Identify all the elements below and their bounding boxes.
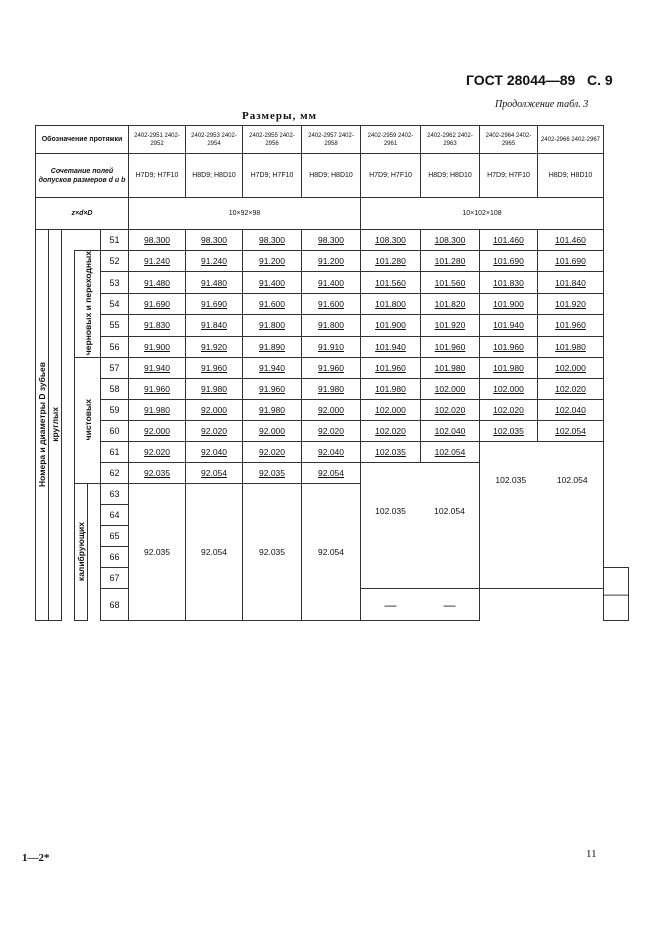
value-cell: 101.460 [538,230,604,251]
value-cell: 91.800 [243,315,302,336]
value-cell: 91.480 [186,272,243,293]
value-cell: 101.980 [480,358,538,379]
tooth-number: 68 [101,589,129,621]
designation-label: Обозначение протяжки [36,126,129,154]
value-cell: 101.980 [361,379,421,400]
value-cell: 98.300 [186,230,243,251]
value-cell: 91.480 [129,272,186,293]
value-cell: 91.960 [129,379,186,400]
tooth-number: 65 [101,526,129,547]
value-cell: 101.560 [421,272,480,293]
tooth-number: 59 [101,400,129,421]
designation-cell: 2402-2962 2402-2963 [421,126,480,154]
value-cell: 101.840 [538,272,604,293]
dims-a: 10×92×98 [129,198,361,230]
value-cell: 92.035 [129,463,186,484]
value-cell: 92.020 [129,442,186,463]
tooth-number: 63 [101,484,129,505]
standard-header [466,72,613,88]
value-cell: 91.200 [302,251,361,272]
value-cell: 102.000 [480,379,538,400]
side-label-round: круглых [49,230,62,621]
value-cell: 92.020 [243,442,302,463]
designation-cell: 2402-2957 2402-2958 [302,126,361,154]
value-cell: 91.960 [243,379,302,400]
footer-page-number: 11 [586,848,597,860]
value-cell: 91.940 [129,358,186,379]
value-cell: 102.020 [421,400,480,421]
value-cell: 102.054 [421,442,480,463]
value-cell: 92.054 [186,463,243,484]
value-cell: 91.840 [186,315,243,336]
value-cell: 101.280 [361,251,421,272]
tooth-number: 60 [101,421,129,442]
value-cell: 102.054 [434,505,465,516]
side-label-main: Номера и диаметры D зубьев [36,230,49,621]
table-row [36,400,629,421]
fit-label: Сочетание полей допусков размеров d и b [36,154,129,198]
value-cell: 102.035 [495,475,527,486]
value-cell: 91.980 [302,379,361,400]
value-cell: 102.020 [538,379,604,400]
value-cell: 101.960 [538,315,604,336]
table-row [36,293,629,314]
table-row [36,315,629,336]
value-cell: 101.980 [538,336,604,357]
tooth-number: 55 [101,315,129,336]
value-cell: 91.400 [243,272,302,293]
fit-cell: H7D9; H7F10 [361,154,421,198]
value-cell: 91.240 [186,251,243,272]
value-cell: 91.920 [186,336,243,357]
value-cell: 102.035 [480,421,538,442]
fit-cell: H8D9; H8D10 [302,154,361,198]
tooth-number: 66 [101,547,129,568]
value-cell: 102.000 [421,379,480,400]
group-rough: черновых и переходных [75,251,101,358]
value-cell: 91.400 [302,272,361,293]
tooth-number: 54 [101,293,129,314]
value-cell: 98.300 [243,230,302,251]
table-row [36,251,629,272]
value-cell: 101.920 [538,293,604,314]
value-cell: 91.940 [243,358,302,379]
value-cell: 101.830 [480,272,538,293]
fit-cell: H7D9; H7F10 [243,154,302,198]
table-row [36,442,629,463]
value-cell: 102.000 [538,358,604,379]
value-cell: 101.900 [361,315,421,336]
value-cell: 91.980 [243,400,302,421]
value-cell: 91.960 [186,358,243,379]
value-cell: 92.054 [302,463,361,484]
value-cell: 102.035 [375,505,406,516]
value-cell: 92.000 [129,421,186,442]
fit-row [36,154,629,198]
dims-label: z×d×D [36,198,129,230]
designation-row [36,126,629,154]
value-cell: 91.200 [243,251,302,272]
tooth-number: 58 [101,379,129,400]
value-cell: 92.020 [302,421,361,442]
value-cell: 91.600 [243,293,302,314]
designation-cell: 2402-2953 2402-2954 [186,126,243,154]
designation-cell: 2402-2959 2402-2961 [361,126,421,154]
fit-cell: H7D9; H7F10 [129,154,186,198]
designation-cell: 2402-2955 2402-2956 [243,126,302,154]
value-cell: 98.300 [129,230,186,251]
tooth-number: 64 [101,505,129,526]
tooth-number: 61 [101,442,129,463]
table-row [36,230,629,251]
value-cell: 101.900 [480,293,538,314]
value-cell: 91.980 [186,379,243,400]
group-calib: калибрующих [75,484,88,621]
value-cell: 92.020 [186,421,243,442]
value-cell: 101.940 [361,336,421,357]
value-cell: 91.800 [302,315,361,336]
fit-cell: H8D9; H8D10 [538,154,604,198]
value-cell: 101.690 [480,251,538,272]
broach-table [35,125,629,621]
value-cell: 108.300 [361,230,421,251]
table-row [36,421,629,442]
tooth-number: 67 [101,568,129,589]
value-cell: 102.040 [421,421,480,442]
value-cell: 101.960 [480,336,538,357]
tooth-number: 51 [101,230,129,251]
value-cell: 101.980 [421,358,480,379]
table-row [36,336,629,357]
value-cell: 91.890 [243,336,302,357]
fit-cell: H7D9; H7F10 [480,154,538,198]
designation-cell: 2402-2951 2402-2952 [129,126,186,154]
value-cell: 101.460 [480,230,538,251]
table-row [36,272,629,293]
value-cell: 91.830 [129,315,186,336]
value-cell: 102.000 [361,400,421,421]
fit-cell: H8D9; H8D10 [186,154,243,198]
value-cell: 102.054 [538,421,604,442]
value-cell: 92.035 [129,484,186,621]
value-cell: 91.240 [129,251,186,272]
calib-block-c [480,442,604,589]
table-row [36,379,629,400]
dash-cell: — — [361,589,480,621]
calib-block-b [361,463,480,589]
value-cell: 102.020 [480,400,538,421]
fit-cell: H8D9; H8D10 [421,154,480,198]
value-cell: 101.960 [361,358,421,379]
table-continuation: Продолжение табл. 3 [495,99,589,110]
value-cell: 91.960 [302,358,361,379]
value-cell: 101.800 [361,293,421,314]
value-cell: 92.000 [243,421,302,442]
tooth-number: 53 [101,272,129,293]
designation-cell: 2402-2964 2402-2965 [480,126,538,154]
page-number: С. 9 [587,72,613,88]
value-cell: 92.035 [243,463,302,484]
value-cell: 101.960 [421,336,480,357]
value-cell: 91.900 [129,336,186,357]
value-cell: 102.020 [361,421,421,442]
value-cell: 108.300 [421,230,480,251]
tooth-number: 52 [101,251,129,272]
tooth-number: 56 [101,336,129,357]
value-cell: 92.054 [186,484,243,621]
value-cell: 92.000 [302,400,361,421]
value-cell: 91.690 [186,293,243,314]
value-cell: 92.000 [186,400,243,421]
dims-b: 10×102×108 [361,198,604,230]
value-cell: 92.040 [302,442,361,463]
value-cell: 98.300 [302,230,361,251]
tooth-number: 62 [101,463,129,484]
dims-row [36,198,629,230]
value-cell: 101.820 [421,293,480,314]
value-cell: 92.040 [186,442,243,463]
sizes-caption: Размеры, мм [242,110,318,122]
dash-cell: — — [604,568,629,621]
value-cell: 92.054 [302,484,361,621]
value-cell: 102.040 [538,400,604,421]
value-cell: 102.035 [361,442,421,463]
value-cell: 92.035 [243,484,302,621]
value-cell: 101.920 [421,315,480,336]
value-cell: 91.690 [129,293,186,314]
value-cell: 91.980 [129,400,186,421]
value-cell: 91.910 [302,336,361,357]
designation-cell: 2402-2966 2402-2967 [538,126,604,154]
tooth-number: 57 [101,358,129,379]
value-cell: 101.690 [538,251,604,272]
value-cell: 101.940 [480,315,538,336]
group-finish: чистовых [75,358,101,484]
value-cell: 102.054 [556,475,588,486]
value-cell: 101.560 [361,272,421,293]
table-row [36,358,629,379]
footer-left: 1—2* [22,852,50,864]
standard-number: ГОСТ 28044—89 [466,72,576,88]
value-cell: 91.600 [302,293,361,314]
value-cell: 101.280 [421,251,480,272]
